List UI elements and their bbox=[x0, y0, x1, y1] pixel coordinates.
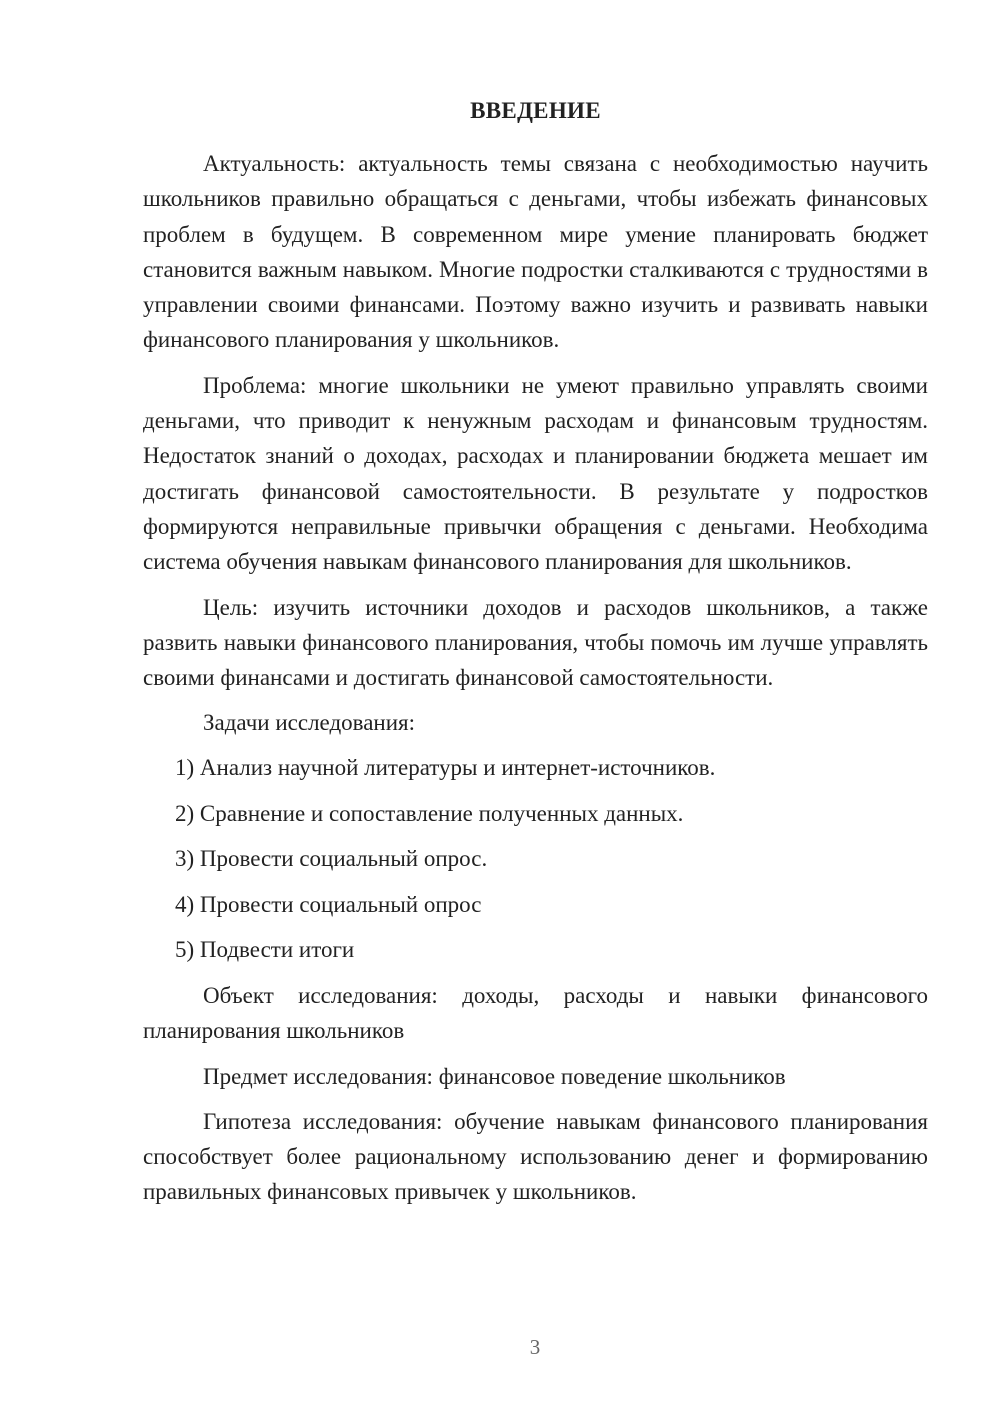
task-item: 1) Анализ научной литературы и интернет-источников. bbox=[175, 755, 716, 781]
paragraph-problem: Проблема: многие школьники не умеют правильно управлять своими деньгами, что приводит к ненужным расходам и финансовым трудностям. Недостаток знаний о доходах, расходах и планировании бюджета мешает им достигать финансовой самостоятельности. В результате у подростков формируются неправильные привычки обращения с деньгами. Необходима система обучения навыкам финансового планирования для школьников. bbox=[143, 372, 928, 575]
task-item: 3) Провести социальный опрос. bbox=[175, 846, 488, 872]
task-item: 2) Сравнение и сопоставление полученных данных. bbox=[175, 800, 684, 826]
tasks-list bbox=[143, 750, 928, 967]
paragraph-object: Объект исследования: доходы, расходы и навыки финансового планирования школьников bbox=[143, 982, 928, 1044]
tasks-heading: Задачи исследования: bbox=[203, 710, 416, 736]
paragraph-goal: Цель: изучить источники доходов и расходов школьников, а также развить навыки финансового планирования, чтобы помочь им лучше управлять своими финансами и достигать финансовой самостоятельности. bbox=[143, 594, 928, 691]
task-item: 5) Подвести итоги bbox=[175, 937, 355, 963]
page-number: 3 bbox=[529, 1335, 541, 1359]
task-item: 4) Провести социальный опрос bbox=[175, 891, 482, 917]
document-page bbox=[143, 96, 928, 1220]
paragraph-relevance: Актуальность: актуальность темы связана с необходимостью научить школьников правильно обращаться с деньгами, чтобы избежать финансовых проблем в будущем. В современном мире умение планировать бюджет становится важным навыком. Многие подростки сталкиваются с трудностями в управлении своими финансами. Поэтому важно изучить и развивать навыки финансового планирования у школьников. bbox=[143, 151, 928, 353]
paragraph-subject: Предмет исследования: финансовое поведение школьников bbox=[203, 1063, 786, 1089]
section-title: ВВЕДЕНИЕ bbox=[470, 98, 601, 123]
paragraph-hypothesis: Гипотеза исследования: обучение навыкам финансового планирования способствует более рациональному использованию денег и формированию правильных финансовых привычек у школьников. bbox=[143, 1108, 928, 1205]
